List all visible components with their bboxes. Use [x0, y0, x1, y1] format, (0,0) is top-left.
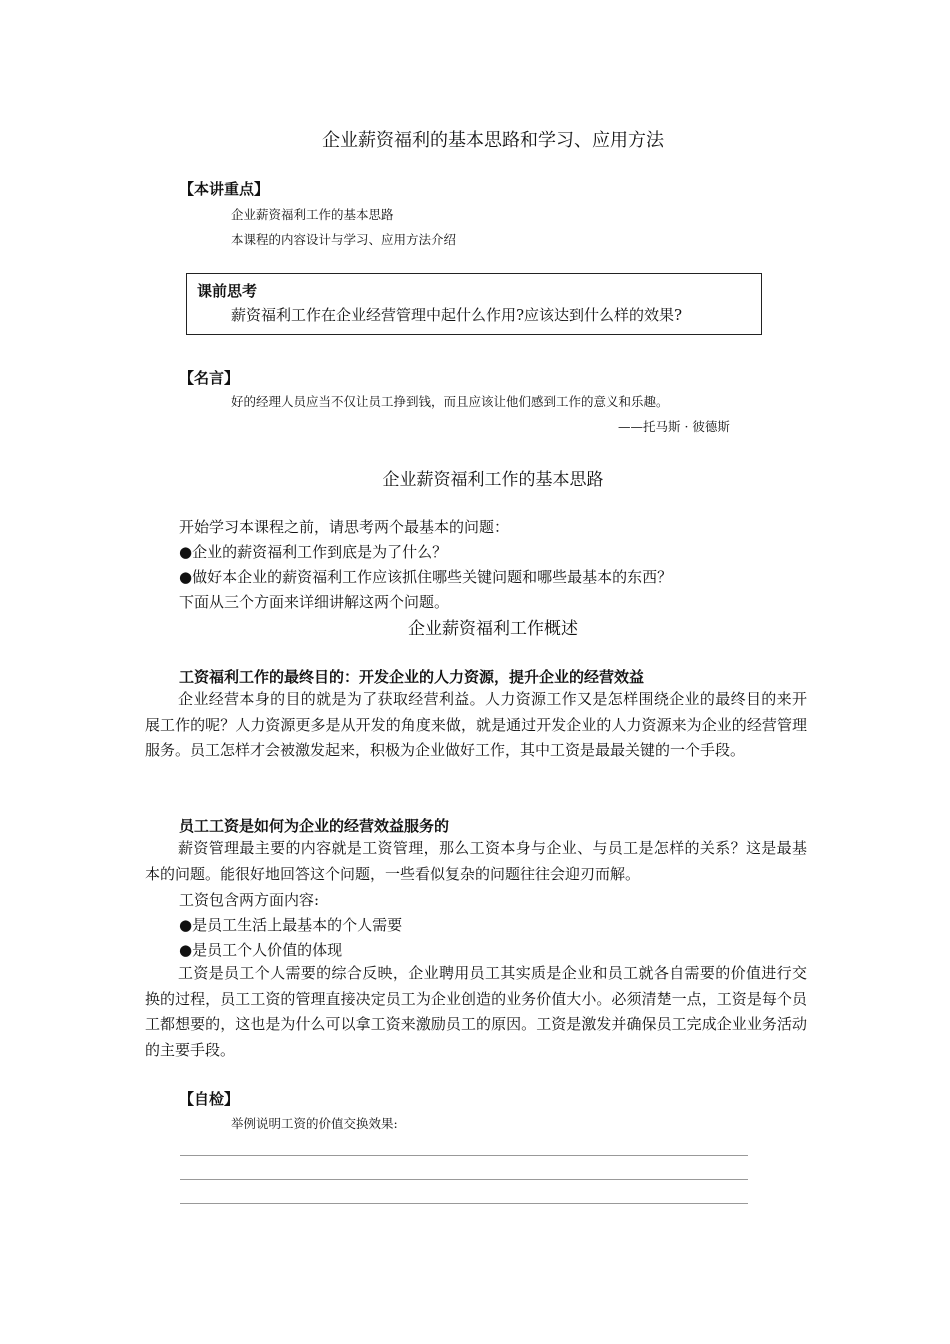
body-paragraph: 企业经营本身的目的就是为了获取经营利益。人力资源工作又是怎样围绕企业的最终目的来开展工作的呢？人力资源更多是从开发的角度来做，就是通过开发企业的人力资源来为企业的经营管理服务。员工怎样才会被激发起来，积极为企业做好工作，其中工资是最最关键的一个手段。: [145, 690, 807, 759]
self-check-prompt: 举例说明工资的价值交换效果:: [231, 1116, 398, 1131]
answer-line[interactable]: [180, 1155, 748, 1156]
section-heading: 企业薪资福利工作的基本思路: [382, 470, 604, 490]
pre-thinking-heading: 课前思考: [197, 282, 258, 300]
body-line: 开始学习本课程之前，请思考两个最基本的问题：: [179, 518, 510, 536]
key-point-item: 本课程的内容设计与学习、应用方法介绍: [231, 232, 457, 247]
key-points-heading: 【本讲重点】: [179, 180, 270, 198]
document-title: 企业薪资福利的基本思路和学习、应用方法: [322, 130, 664, 151]
pre-thinking-text: 薪资福利工作在企业经营管理中起什么作用?应该达到什么样的效果?: [231, 306, 683, 324]
bullet-item: ●是员工个人价值的体现: [179, 941, 343, 959]
subsection-heading: 工资福利工作的最终目的：开发企业的人力资源，提升企业的经营效益: [179, 668, 645, 686]
answer-line[interactable]: [180, 1203, 748, 1204]
body-line: 下面从三个方面来详细讲解这两个问题。: [179, 593, 450, 611]
quote-text: 好的经理人员应当不仅让员工挣到钱，而且应该让他们感到工作的意义和乐趣。: [231, 394, 669, 409]
body-paragraph: 薪资管理最主要的内容就是工资管理，那么工资本身与企业、与员工是怎样的关系？这是最基本的问题。能很好地回答这个问题，一些看似复杂的问题往往会迎刃而解。: [145, 839, 807, 883]
quote-author: ——托马斯 · 彼德斯: [618, 419, 730, 434]
self-check-heading: 【自检】: [179, 1090, 240, 1108]
answer-line[interactable]: [180, 1179, 748, 1180]
bullet-item: ●做好本企业的薪资福利工作应该抓住哪些关键问题和哪些最基本的东西？: [179, 568, 673, 586]
body-line: 工资包含两方面内容:: [179, 891, 320, 909]
bullet-item: ●是员工生活上最基本的个人需要: [179, 916, 403, 934]
key-point-item: 企业薪资福利工作的基本思路: [231, 207, 394, 222]
body-paragraph: 工资是员工个人需要的综合反映，企业聘用员工其实质是企业和员工就各自需要的价值进行交换的过程，员工工资的管理直接决定员工为企业创造的业务价值大小。必须清楚一点，工资是每个员工都想要的，这也是为什么可以拿工资来激励员工的原因。工资是激发并确保员工完成企业业务活动的主要手段。: [145, 964, 807, 1059]
pre-thinking-box: [186, 273, 762, 335]
quote-heading: 【名言】: [179, 369, 240, 387]
subsection-heading: 员工工资是如何为企业的经营效益服务的: [179, 817, 450, 835]
section-heading: 企业薪资福利工作概述: [408, 619, 578, 639]
bullet-item: ●企业的薪资福利工作到底是为了什么？: [179, 543, 448, 561]
